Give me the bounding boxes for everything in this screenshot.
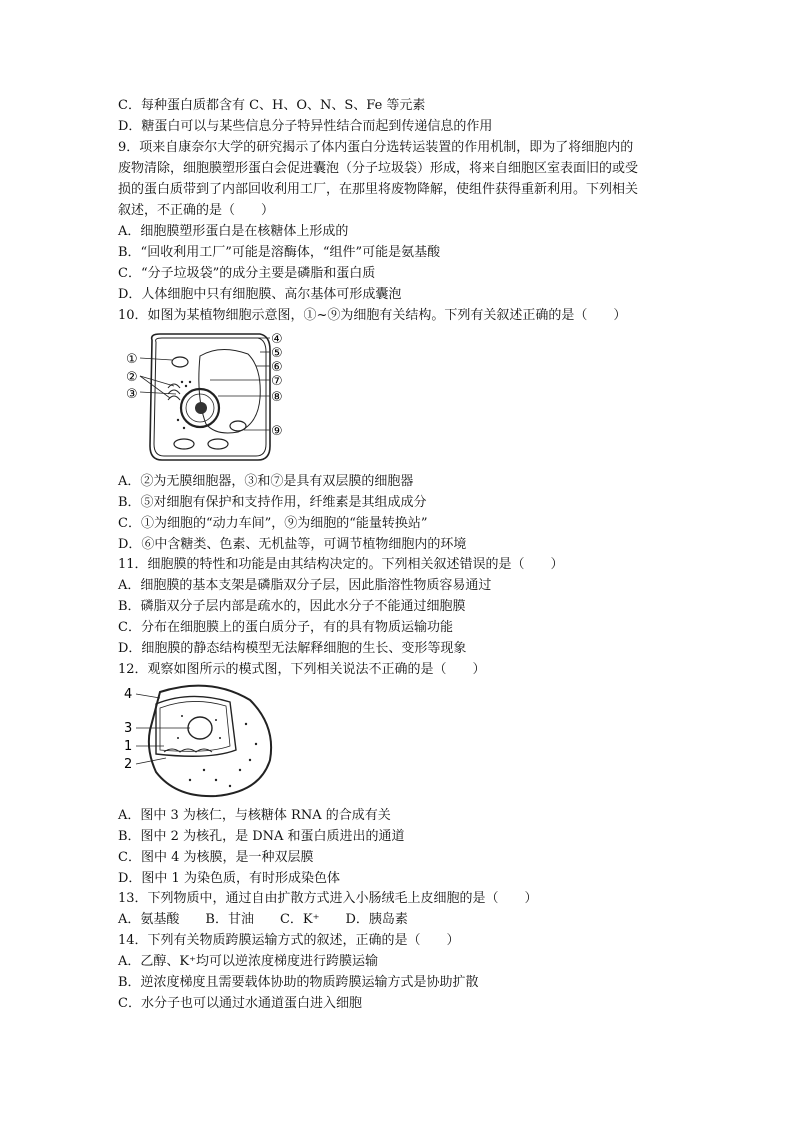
question-9-line-2: 废物清除，细胞膜塑形蛋白会促进囊泡（分子垃圾袋）形成，将来自细胞区室表面旧的或受 bbox=[118, 161, 639, 176]
option-10c: C．①为细胞的“动力车间”，⑨为细胞的“能量转换站” bbox=[118, 516, 428, 531]
fig12-label-4: 4 bbox=[124, 687, 133, 702]
option-9b: B．“回收利用工厂”可能是溶酶体，“组件”可能是氨基酸 bbox=[118, 245, 441, 260]
option-9d: D．人体细胞中只有细胞膜、高尔基体可形成囊泡 bbox=[118, 287, 402, 302]
mitochondrion bbox=[172, 357, 188, 367]
nucleolus-12 bbox=[188, 717, 212, 739]
option-11d: D．细胞膜的静态结构模型无法解释细胞的生长、变形等现象 bbox=[118, 641, 467, 656]
fig10-label-6: ⑥ bbox=[271, 360, 283, 375]
option-12d: D．图中 1 为染色质，有时形成染色体 bbox=[118, 871, 340, 886]
option-10a: A．②为无膜细胞器，③和⑦是具有双层膜的细胞器 bbox=[118, 474, 414, 489]
option-8c: C．每种蛋白质都含有 C、H、O、N、S、Fe 等元素 bbox=[118, 98, 426, 113]
option-10b: B．⑤对细胞有保护和支持作用，纤维素是其组成成分 bbox=[118, 495, 427, 510]
fig12-label-1: 1 bbox=[124, 739, 133, 754]
fig10-label-7: ⑦ bbox=[271, 374, 283, 389]
option-14c: C．水分子也可以通过水通道蛋白进入细胞 bbox=[118, 996, 362, 1011]
question-11: 11．细胞膜的特性和功能是由其结构决定的。下列相关叙述错误的是（ ） bbox=[118, 557, 564, 572]
option-12b: B．图中 2 为核孔，是 DNA 和蛋白质进出的通道 bbox=[118, 829, 405, 844]
question-9-line-1: 9．项来自康奈尔大学的研究揭示了体内蛋白分选转运装置的作用机制，即为了将细胞内的 bbox=[118, 140, 634, 155]
option-9c: C．“分子垃圾袋”的成分主要是磷脂和蛋白质 bbox=[118, 266, 376, 281]
question-14: 14．下列有关物质跨膜运输方式的叙述，正确的是（ ） bbox=[118, 933, 460, 948]
plant-cell-diagram bbox=[120, 328, 290, 468]
option-11c: C．分布在细胞膜上的蛋白质分子，有的具有物质运输功能 bbox=[118, 620, 453, 635]
fig10-label-9: ⑨ bbox=[271, 424, 283, 439]
fig10-label-2: ② bbox=[126, 370, 138, 385]
question-10: 10．如图为某植物细胞示意图，①~⑨为细胞有关结构。下列有关叙述正确的是（ ） bbox=[118, 308, 627, 323]
nucleolus bbox=[195, 402, 207, 414]
question-9-line-4: 叙述，不正确的是（ ） bbox=[118, 203, 275, 218]
fig10-label-5: ⑤ bbox=[271, 346, 283, 361]
option-14b: B．逆浓度梯度且需要载体协助的物质跨膜运输方式是协助扩散 bbox=[118, 975, 479, 990]
option-8d: D．糖蛋白可以与某些信息分子特异性结合而起到传递信息的作用 bbox=[118, 119, 493, 134]
option-14a: A．乙醇、K⁺均可以逆浓度梯度进行跨膜运输 bbox=[118, 954, 378, 969]
option-12c: C．图中 4 为核膜，是一种双层膜 bbox=[118, 850, 314, 865]
question-9-line-3: 损的蛋白质带到了内部回收利用工厂，在那里将废物降解，使组件获得重新利用。下列相关 bbox=[118, 182, 639, 197]
fig10-label-1: ① bbox=[126, 352, 138, 367]
option-12a: A．图中 3 为核仁，与核糖体 RNA 的合成有关 bbox=[118, 808, 391, 823]
fig12-label-3: 3 bbox=[124, 721, 133, 736]
fig10-label-4: ④ bbox=[271, 332, 283, 347]
option-10d: D．⑥中含糖类、色素、无机盐等，可调节植物细胞内的环境 bbox=[118, 537, 467, 552]
fig12-label-2: 2 bbox=[124, 757, 133, 772]
fig10-label-3: ③ bbox=[126, 387, 138, 402]
options-13: A．氨基酸 B．甘油 C．K⁺ D．胰岛素 bbox=[118, 912, 408, 927]
question-12: 12．观察如图所示的模式图，下列相关说法不正确的是（ ） bbox=[118, 662, 486, 677]
question-13: 13．下列物质中，通过自由扩散方式进入小肠绒毛上皮细胞的是（ ） bbox=[118, 891, 538, 906]
fig10-label-8: ⑧ bbox=[271, 390, 283, 405]
option-9a: A．细胞膜塑形蛋白是在核糖体上形成的 bbox=[118, 224, 349, 239]
option-11a: A．细胞膜的基本支架是磷脂双分子层，因此脂溶性物质容易通过 bbox=[118, 578, 492, 593]
chloroplast bbox=[174, 439, 194, 449]
nucleus-model-diagram bbox=[120, 680, 280, 800]
option-11b: B．磷脂双分子层内部是疏水的，因此水分子不能通过细胞膜 bbox=[118, 599, 466, 614]
